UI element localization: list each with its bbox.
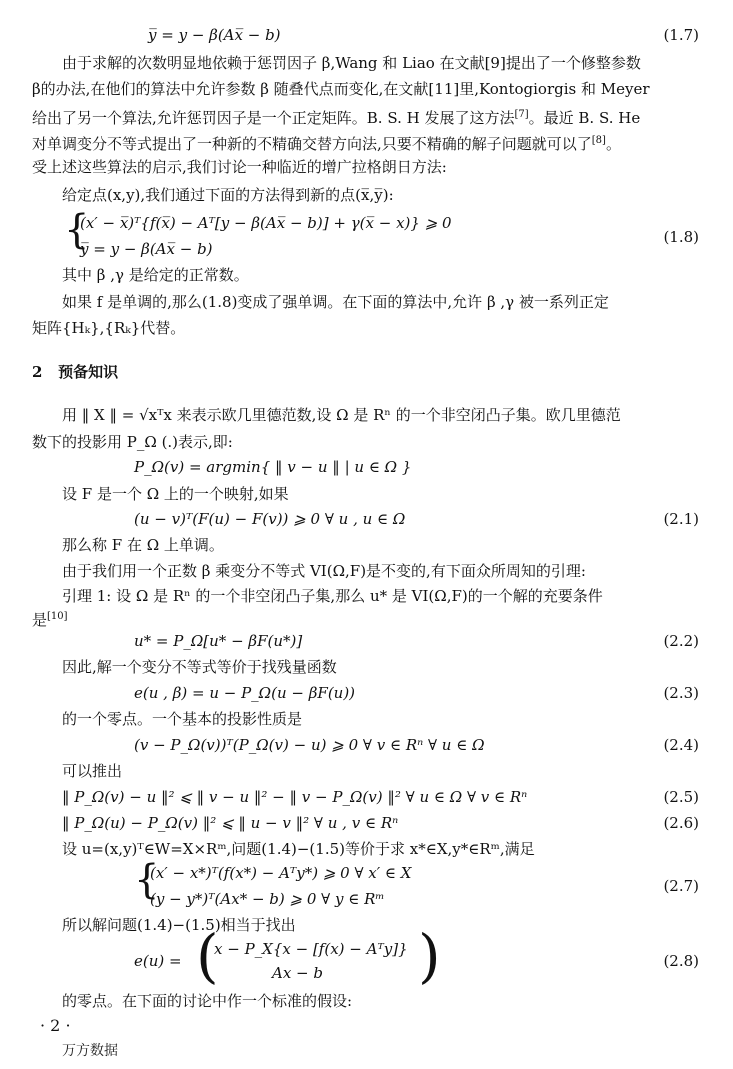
text-line: 给定点(x,y),我们通过下面的方法得到新的点(x̅,y̅): — [62, 186, 394, 204]
equation-2-1: (u − v)ᵀ(F(u) − F(v)) ⩾ 0 ∀ u , u ∈ Ω — [134, 510, 406, 528]
equation-number: (2.2) — [663, 632, 699, 650]
equation-2-6: ‖ P_Ω(u) − P_Ω(v) ‖² ⩽ ‖ u − v ‖² ∀ u , v ∈ Rⁿ — [62, 814, 399, 832]
text-span: 。 — [605, 135, 621, 153]
citation-ref: [10] — [47, 611, 68, 622]
text-span: 。最近 B. S. He — [528, 109, 641, 127]
text-line: 如果 f 是单调的,那么(1.8)变成了强单调。在下面的算法中,允许 β ,γ 被一系列正定 — [62, 293, 609, 311]
text-line: 数下的投影用 P_Ω (.)表示,即: — [32, 433, 233, 451]
equation-2-4: (v − P_Ω(v))ᵀ(P_Ω(v) − u) ⩾ 0 ∀ v ∈ Rⁿ ∀ u ∈ Ω — [134, 736, 485, 754]
equation-2-8-line2: Ax − b — [272, 964, 323, 982]
text-line: 由于我们用一个正数 β 乘变分不等式 VI(Ω,F)是不变的,有下面众所周知的引理: — [62, 562, 586, 580]
equation-number: (2.7) — [663, 877, 699, 895]
text-line — [32, 606, 699, 631]
watermark: 万方数据 — [62, 1043, 118, 1059]
text-line: 可以推出 — [62, 762, 123, 780]
equation-number: (2.1) — [663, 510, 699, 528]
equation-number: (2.5) — [663, 788, 699, 806]
equation-2-5: ‖ P_Ω(v) − u ‖² ⩽ ‖ v − u ‖² − ‖ v − P_Ω(v) ‖² ∀ u ∈ Ω ∀ v ∈ Rⁿ — [62, 788, 528, 806]
text-span: 是 — [32, 611, 48, 629]
citation-ref: [8] — [591, 135, 606, 146]
text-line: 所以解问题(1.4)−(1.5)相当于找出 — [62, 916, 296, 934]
text-span: 对单调变分不等式提出了一种新的不精确交替方向法,只要不精确的解子问题就可以了 — [32, 135, 592, 153]
lemma-text: 引理 1: 设 Ω 是 Rⁿ 的一个非空闭凸子集,那么 u* 是 VI(Ω,F)的一个解的充要条件 — [62, 587, 603, 605]
text-line — [32, 104, 699, 129]
equation-2-8-lhs: e(u) = — [134, 952, 182, 970]
text-line: 因此,解一个变分不等式等价于找残量函数 — [62, 658, 337, 676]
text-line: 由于求解的次数明显地依赖于惩罚因子 β,Wang 和 Liao 在文献[9]提出了一个修整参数 — [62, 54, 641, 72]
equation-2-3: e(u , β) = u − P_Ω(u − βF(u)) — [134, 684, 356, 702]
equation-number: (1.7) — [663, 26, 699, 44]
left-paren: ( — [196, 922, 219, 990]
text-line: 设 F 是一个 Ω 上的一个映射,如果 — [62, 485, 289, 503]
text-line: 受上述这些算法的启示,我们讨论一种临近的增广拉格朗日方法: — [32, 158, 447, 176]
right-paren: ) — [418, 922, 441, 990]
text-span: 给出了另一个算法,允许惩罚因子是一个正定矩阵。B. S. H 发展了这方法 — [32, 109, 515, 127]
section-title: 预备知识 — [58, 363, 119, 381]
text-line: 的零点。在下面的讨论中作一个标准的假设: — [62, 992, 353, 1010]
left-brace: { — [134, 857, 160, 903]
text-line: 其中 β ,γ 是给定的正常数。 — [62, 266, 249, 284]
left-brace: { — [64, 207, 90, 253]
equation-2-8-line1: x − P_X{x − [f(x) − Aᵀy]} — [214, 940, 408, 958]
equation-number: (2.6) — [663, 814, 699, 832]
text-line: 矩阵{Hₖ},{Rₖ}代替。 — [32, 319, 186, 337]
equation-1-8-line1: (x′ − x̅)ᵀ{f(x̅) − Aᵀ[y − β(Ax̅ − b)] + γ(x̅ − x)} ⩾ 0 — [80, 214, 452, 232]
text-line: 用 ‖ X ‖ = √xᵀx 来表示欧几里德范数,设 Ω 是 Rⁿ 的一个非空闭凸子集。欧几里德范 — [62, 406, 621, 424]
equation-number: (2.8) — [663, 952, 699, 970]
text-line: 的一个零点。一个基本的投影性质是 — [62, 710, 303, 728]
section-number: 2 — [32, 363, 43, 381]
text-line: 设 u=(x,y)ᵀ∈W=X×Rᵐ,问题(1.4)−(1.5)等价于求 x*∈X,y*∈Rᵐ,满足 — [62, 840, 535, 858]
projection-definition: P_Ω(v) = argmin{ ‖ v − u ‖ | u ∈ Ω } — [134, 458, 412, 476]
equation-number: (2.4) — [663, 736, 699, 754]
equation-1-7: y̅ = y − β(Ax̅ − b) — [148, 26, 281, 44]
equation-number: (1.8) — [663, 228, 699, 246]
text-line — [32, 130, 699, 155]
text-line: 那么称 F 在 Ω 上单调。 — [62, 536, 224, 554]
page-number: · 2 · — [40, 1016, 71, 1035]
section-heading — [32, 361, 699, 383]
equation-2-2: u* = P_Ω[u* − βF(u*)] — [134, 632, 303, 650]
citation-ref: [7] — [514, 109, 529, 120]
text-line: β的办法,在他们的算法中允许参数 β 随叠代点而变化,在文献[11]里,Kontogiorgis 和 Meyer — [32, 80, 650, 98]
equation-1-8-line2: y̅ = y − β(Ax̅ − b) — [80, 240, 213, 258]
equation-number: (2.3) — [663, 684, 699, 702]
equation-2-7-line1: (x′ − x*)ᵀ(f(x*) − Aᵀy*) ⩾ 0 ∀ x′ ∈ X — [150, 864, 412, 882]
equation-2-7-line2: (y − y*)ᵀ(Ax* − b) ⩾ 0 ∀ y ∈ Rᵐ — [150, 890, 385, 908]
